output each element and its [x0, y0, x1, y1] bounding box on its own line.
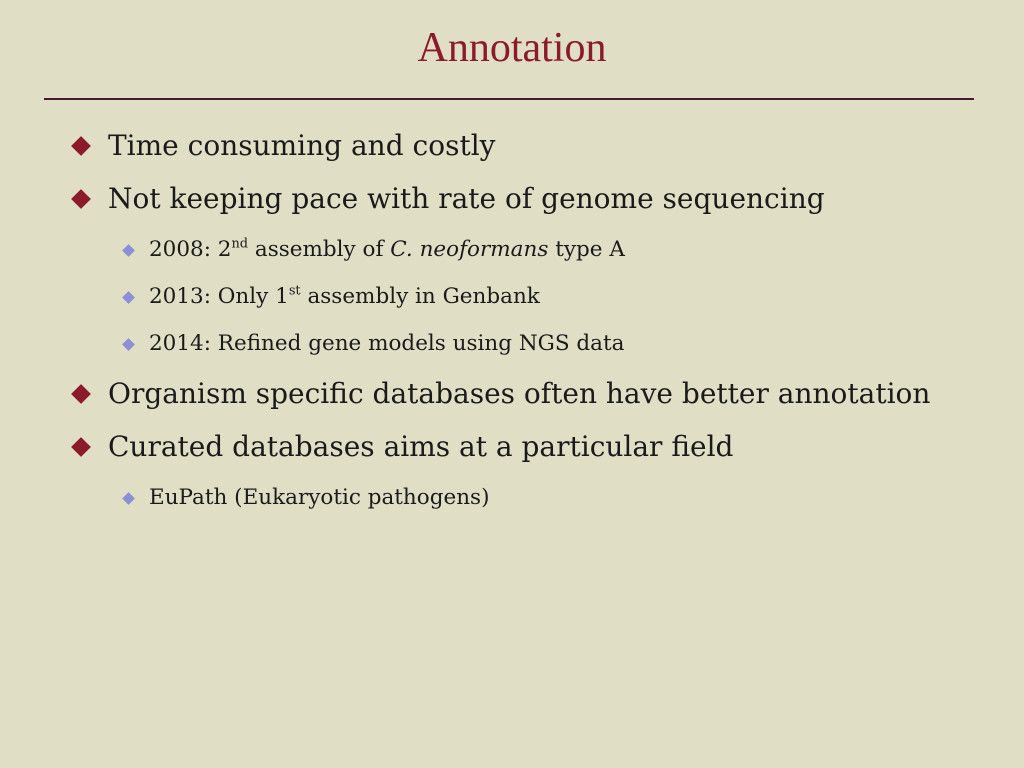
bullet-text: Time consuming and costly — [108, 129, 496, 162]
subbullet-text: EuPath (Eukaryotic pathogens) — [149, 485, 490, 510]
text-segment: assembly in Genbank — [300, 284, 540, 309]
small-diamond-bullet-icon — [122, 291, 135, 304]
small-diamond-bullet-icon — [122, 492, 135, 505]
diamond-bullet-icon — [71, 189, 91, 209]
subbullet-text: 2014: Refined gene models using NGS data — [149, 331, 625, 356]
diamond-bullet-icon — [71, 437, 91, 457]
species-name: C. neoformans — [390, 237, 549, 262]
subbullet-2008 — [121, 236, 625, 264]
subbullet-text — [149, 236, 625, 264]
bullet-organism-specific — [70, 376, 930, 412]
subbullet-2014 — [121, 330, 624, 358]
ordinal-superscript: st — [288, 283, 301, 299]
text-segment: 2013: Only 1 — [149, 284, 289, 309]
title-divider — [44, 98, 974, 100]
ordinal-superscript: nd — [231, 236, 249, 252]
text-segment: type A — [548, 237, 625, 262]
subbullet-2013 — [121, 283, 540, 311]
subbullet-eupath — [121, 484, 489, 512]
diamond-bullet-icon — [71, 136, 91, 156]
slide-title: Annotation — [417, 25, 607, 71]
text-segment: 2008: 2 — [149, 237, 232, 262]
small-diamond-bullet-icon — [122, 244, 135, 257]
bullet-text: Organism specific databases often have better annotation — [108, 377, 931, 410]
bullet-not-keeping-pace — [70, 181, 825, 217]
small-diamond-bullet-icon — [122, 338, 135, 351]
bullet-text: Curated databases aims at a particular field — [108, 430, 734, 463]
bullet-text: Not keeping pace with rate of genome sequencing — [108, 182, 825, 215]
text-segment: assembly of — [248, 237, 391, 262]
diamond-bullet-icon — [71, 384, 91, 404]
bullet-curated-databases — [70, 429, 733, 465]
bullet-time-consuming — [70, 128, 495, 164]
subbullet-text — [149, 283, 540, 311]
